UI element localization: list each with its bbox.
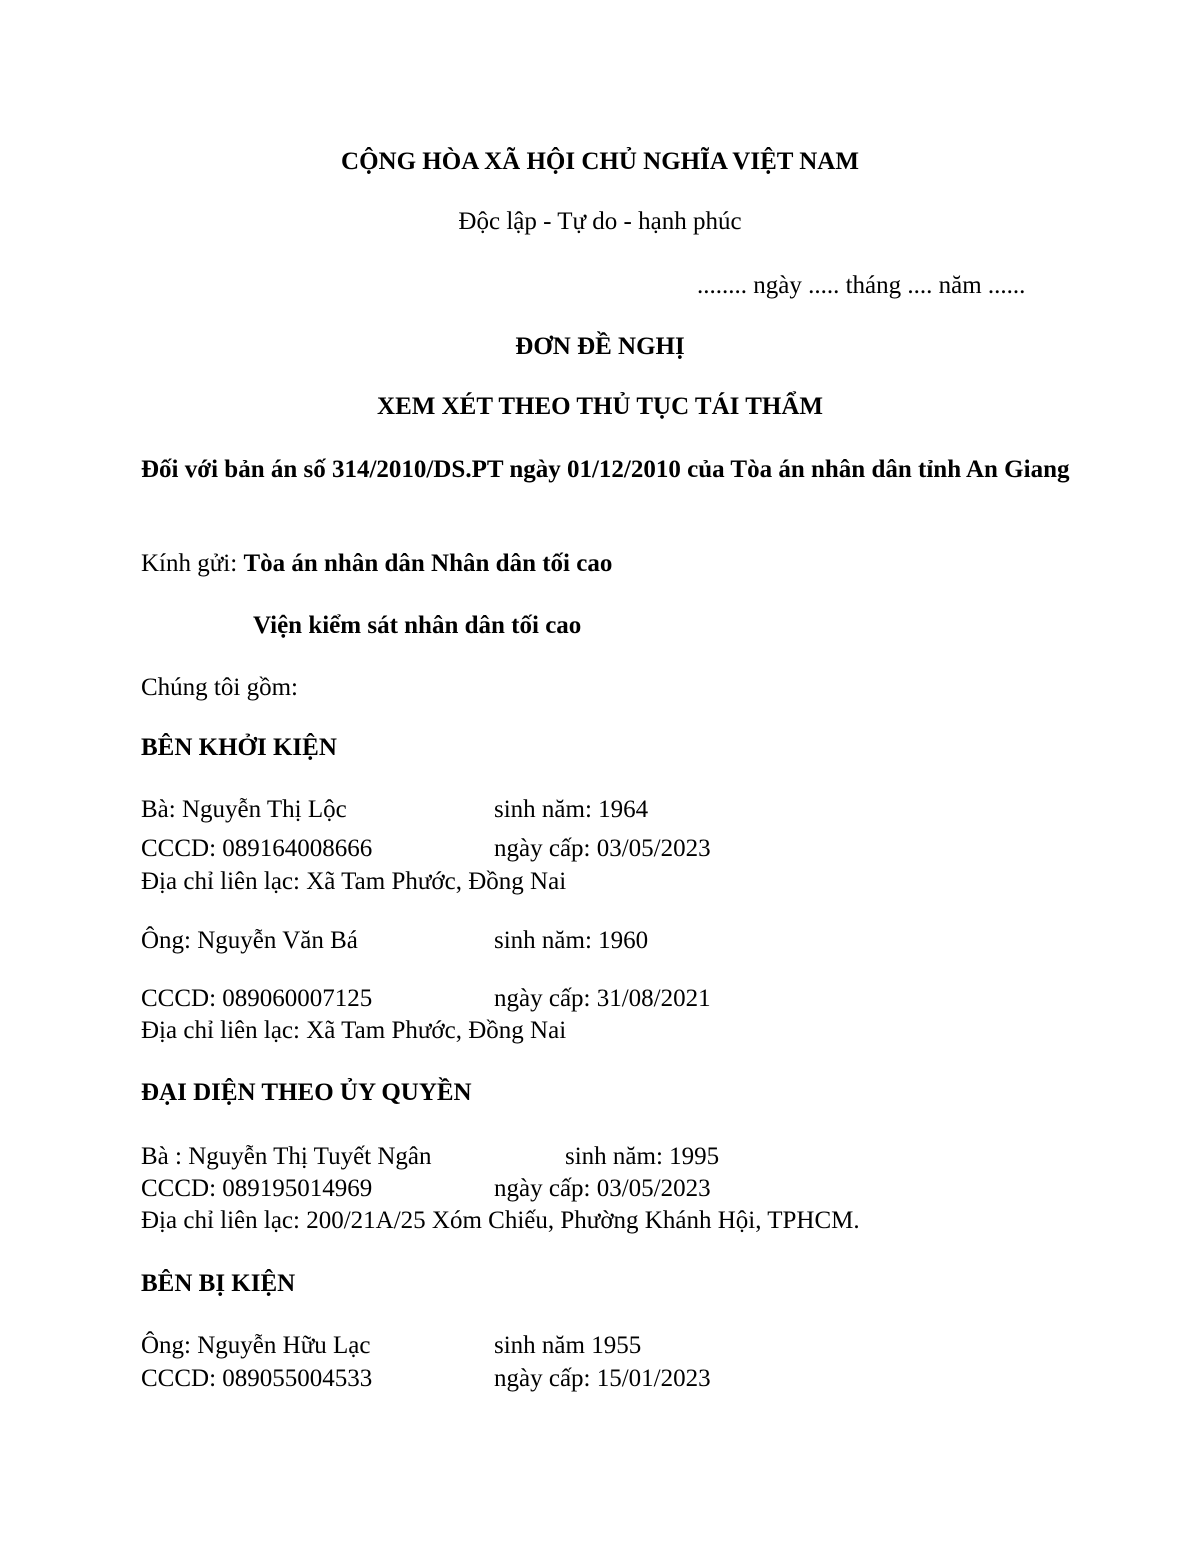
defendant-name: Ông: Nguyễn Hữu Lạc	[141, 1332, 371, 1359]
plaintiff1-name: Bà: Nguyễn Thị Lộc	[141, 796, 347, 823]
defendant-issued: ngày cấp: 15/01/2023	[494, 1365, 711, 1392]
plaintiff2-id: CCCD: 089060007125	[141, 985, 373, 1012]
plaintiff-heading: BÊN KHỞI KIỆN	[141, 734, 337, 761]
country-heading: CỘNG HÒA XÃ HỘI CHỦ NGHĨA VIỆT NAM	[341, 148, 859, 175]
defendant-heading: BÊN BỊ KIỆN	[141, 1270, 296, 1297]
recipient-court: Tòa án nhân dân Nhân dân tối cao	[243, 550, 613, 577]
plaintiff1-birth: sinh năm: 1964	[494, 796, 649, 823]
defendant-birth: sinh năm 1955	[494, 1332, 642, 1359]
document-subtitle: XEM XÉT THEO THỦ TỤC TÁI THẨM	[377, 393, 823, 420]
subject-line: Đối với bản án số 314/2010/DS.PT ngày 01/12/2010 của Tòa án nhân dân tỉnh An Giang	[141, 456, 1070, 483]
date-line: ........ ngày ..... tháng .... năm ......	[697, 272, 1026, 299]
representative-issued: ngày cấp: 03/05/2023	[494, 1175, 711, 1202]
plaintiff2-name: Ông: Nguyễn Văn Bá	[141, 927, 358, 954]
representative-name: Bà : Nguyễn Thị Tuyết Ngân	[141, 1143, 432, 1170]
representative-address: Địa chỉ liên lạc: 200/21A/25 Xóm Chiếu, Phường Khánh Hội, TPHCM.	[141, 1207, 860, 1234]
motto: Độc lập - Tự do - hạnh phúc	[458, 208, 742, 235]
recipients-first	[141, 548, 612, 581]
representative-birth: sinh năm: 1995	[565, 1143, 720, 1170]
plaintiff1-address: Địa chỉ liên lạc: Xã Tam Phước, Đồng Nai	[141, 868, 567, 895]
representative-heading: ĐẠI DIỆN THEO ỦY QUYỀN	[141, 1079, 472, 1106]
plaintiff2-address: Địa chỉ liên lạc: Xã Tam Phước, Đồng Nai	[141, 1017, 567, 1044]
plaintiff2-issued: ngày cấp: 31/08/2021	[494, 985, 711, 1012]
representative-id: CCCD: 089195014969	[141, 1175, 373, 1202]
recipients-label: Kính gửi:	[141, 550, 244, 577]
intro-text: Chúng tôi gồm:	[141, 674, 298, 701]
plaintiff2-birth: sinh năm: 1960	[494, 927, 649, 954]
plaintiff1-id: CCCD: 089164008666	[141, 835, 373, 862]
defendant-id: CCCD: 089055004533	[141, 1365, 373, 1392]
plaintiff1-issued: ngày cấp: 03/05/2023	[494, 835, 711, 862]
recipient-procuracy: Viện kiểm sát nhân dân tối cao	[253, 612, 582, 639]
document-title: ĐƠN ĐỀ NGHỊ	[515, 333, 685, 360]
